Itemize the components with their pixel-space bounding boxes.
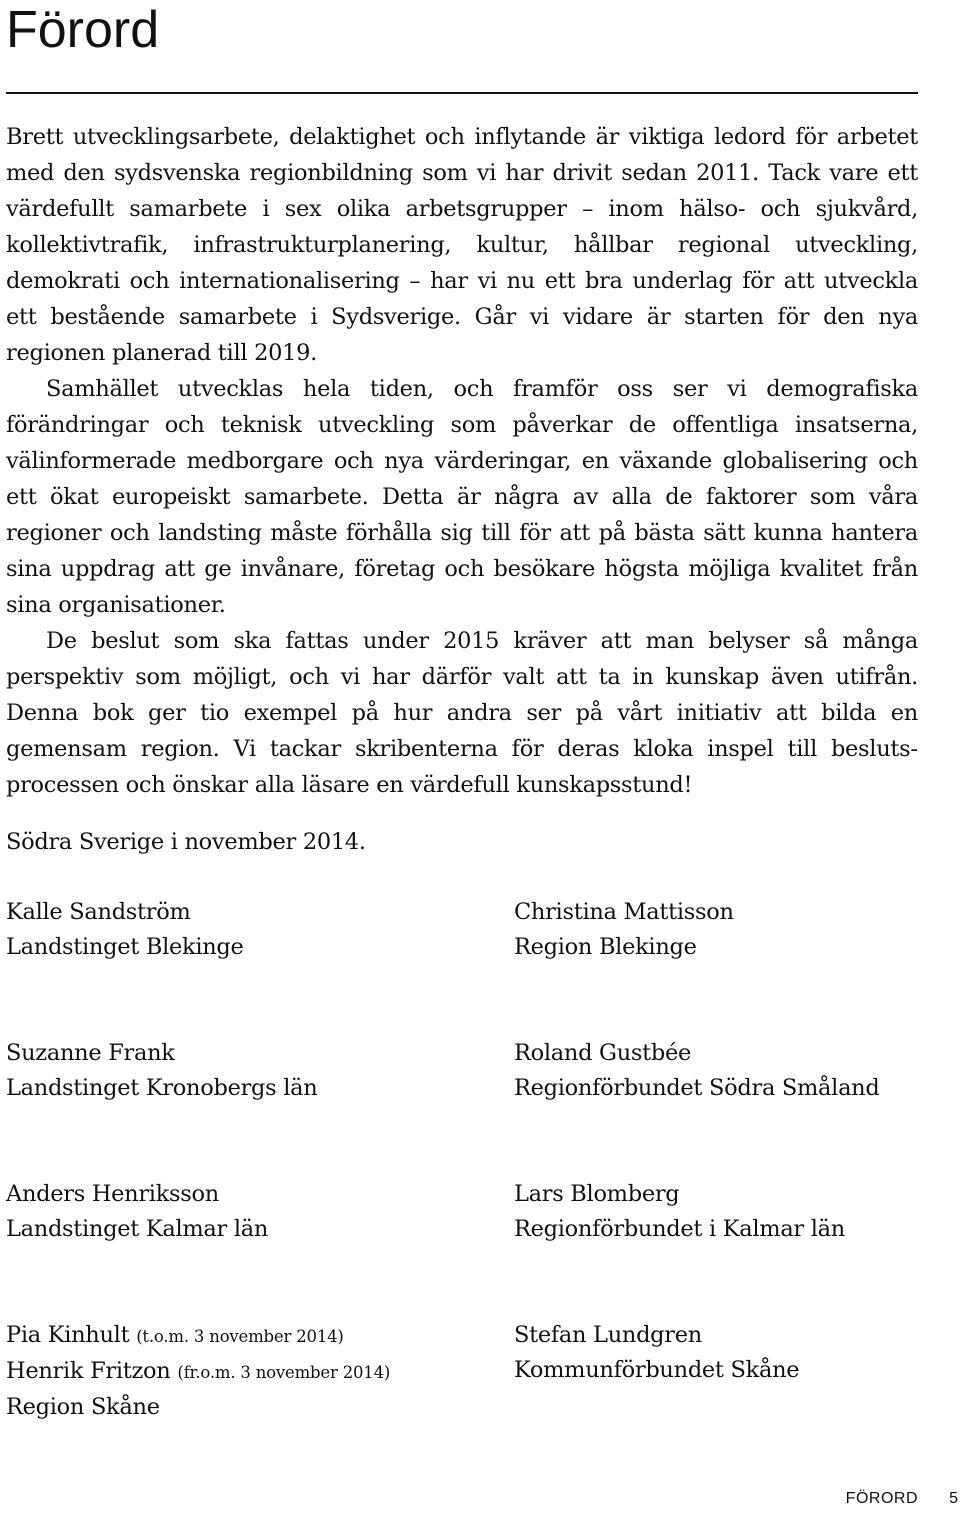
term-note: (t.o.m. 3 november 2014) xyxy=(136,1327,344,1346)
signatory-block xyxy=(6,1036,317,1106)
signatory-name: Roland Gustbée xyxy=(514,1040,692,1066)
signatory-name: Anders Henriksson xyxy=(6,1181,219,1207)
signatory-line xyxy=(6,1354,390,1390)
signatory-block xyxy=(514,1318,799,1388)
signatory-organization: Region Blekinge xyxy=(514,934,697,960)
signatory-organization: Landstinget Kronobergs län xyxy=(6,1075,318,1101)
term-note: (fr.o.m. 3 november 2014) xyxy=(177,1363,391,1382)
signatory-block-region-skane xyxy=(6,1318,390,1425)
signatory-name: Stefan Lundgren xyxy=(514,1322,702,1348)
paragraph-3: De beslut som ska fattas under 2015 kräver att man belyser så många perspektiv som möjligt, och vi har därför valt att ta in kunskap även utifrån. Denna bok ger tio exempel på hur andra ser på vårt initiativ att bilda en gemensam region. Vi tackar skribenterna för deras kloka inspel till beslutsprocessen och önskar alla läsare en värdefull kunskapsstund! xyxy=(6,628,918,798)
running-footer-label: FÖRORD xyxy=(845,1490,918,1507)
signatory-organization: Region Skåne xyxy=(6,1394,160,1420)
page-number: 5 xyxy=(949,1490,958,1507)
signatory-name: Lars Blomberg xyxy=(514,1181,680,1207)
paragraph-1: Brett utvecklingsarbete, delaktighet och inflytande är viktiga ledord för arbetet med den sydsvenska regionbildning som vi har drivit sedan 2011. Tack vare ett värdefullt samarbete i sex olika arbetsgrupper – inom hälso- och sjukvård, kollektivtrafik, infrastrukturplanering, kultur, hållbar regional utveckling, demokrati och internationalisering – har vi nu ett bra underlag för att utveckla ett bestående samarbete i Sydsverige. Går vi vidare är starten för den nya regionen planerad till 2019. xyxy=(6,124,918,366)
signatory-organization: Landstinget Blekinge xyxy=(6,934,244,960)
signatory-block xyxy=(514,1177,845,1247)
signatory-block xyxy=(514,895,734,965)
signatory-name: Christina Mattisson xyxy=(514,899,734,925)
signatory-name: Henrik Fritzon xyxy=(6,1358,171,1384)
signatory-organization: Regionförbundet Södra Småland xyxy=(514,1075,880,1101)
signatory-line xyxy=(6,1318,390,1354)
signatory-name: Pia Kinhult xyxy=(6,1322,130,1348)
signatory-block xyxy=(514,1036,879,1106)
title-divider xyxy=(6,92,918,94)
page-title: Förord xyxy=(6,1,160,59)
signatory-name: Kalle Sandström xyxy=(6,899,191,925)
signatory-organization: Kommunförbundet Skåne xyxy=(514,1357,800,1383)
signatory-block xyxy=(6,895,244,965)
foreword-body xyxy=(6,119,918,803)
place-and-date: Södra Sverige i november 2014. xyxy=(6,829,366,855)
paragraph-2: Samhället utvecklas hela tiden, och framför oss ser vi demografiska förändringar och teknisk utveckling som påverkar de offentliga insatserna, välinformerade medborgare och nya värderingar, en växande globalisering och ett ökat europeiskt samarbete. Detta är några av alla de faktorer som våra regioner och landsting måste förhålla sig till för att på bästa sätt kunna hantera sina uppdrag att ge invånare, företag och besökare högsta möjliga kvalitet från sina organisationer. xyxy=(6,376,918,618)
signatory-organization: Regionförbundet i Kalmar län xyxy=(514,1216,845,1242)
signatory-organization: Landstinget Kalmar län xyxy=(6,1216,269,1242)
signatory-name: Suzanne Frank xyxy=(6,1040,175,1066)
signatory-block xyxy=(6,1177,268,1247)
